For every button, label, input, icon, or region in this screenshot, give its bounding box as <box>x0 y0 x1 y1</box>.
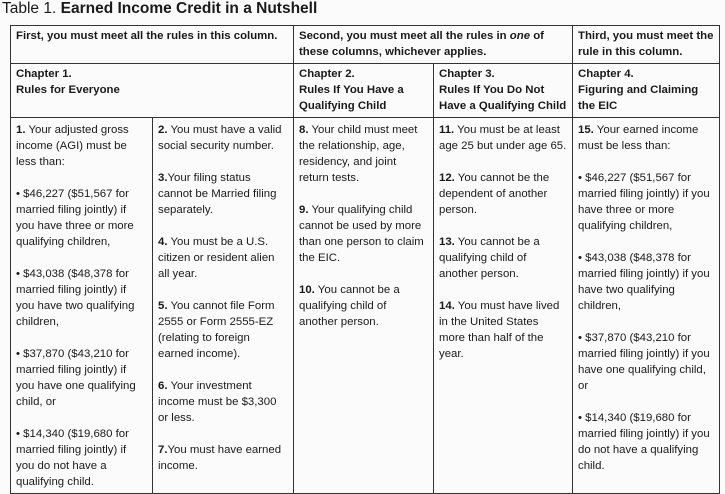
rule-text: You cannot be a qualifying child of another person. <box>439 236 540 280</box>
rules-col-4 <box>434 118 573 494</box>
chapter-2-header: Chapter 2. Rules If You Have a Qualifying Child <box>294 64 434 118</box>
rule-number: 3. <box>158 172 168 184</box>
rule-number: 1. <box>16 124 26 136</box>
rule-number: 10. <box>299 284 315 296</box>
rule-number: 15. <box>578 124 594 136</box>
rule-item <box>16 266 147 330</box>
rule-number: 7. <box>158 444 168 456</box>
rule-item <box>578 122 714 154</box>
rule-item <box>158 298 288 362</box>
rule-text: Your filing status cannot be Married filing separately. <box>158 172 277 216</box>
rule-item <box>578 170 714 234</box>
rule-number: 14. <box>439 300 455 312</box>
rule-item <box>299 202 428 266</box>
rule-number: 5. <box>158 300 168 312</box>
rule-text: You must have earned income. <box>158 444 282 472</box>
rule-item <box>299 282 428 330</box>
rules-col-3 <box>294 118 434 494</box>
rule-text: Your investment income must be $3,300 or less. <box>158 380 277 424</box>
rule-item <box>158 170 288 218</box>
rule-item <box>578 250 714 314</box>
rule-item <box>158 442 288 474</box>
rule-text: • $14,340 ($19,680 for married filing jointly) if you do not have a qualifying child. <box>16 428 129 488</box>
rule-text: • $37,870 ($43,210 for married filing jointly) if you have one qualifying child, or <box>578 332 710 392</box>
rule-number: 13. <box>439 236 455 248</box>
rule-text: You cannot file Form 2555 or Form 2555-EZ (relating to foreign earned income). <box>158 300 275 360</box>
rule-item <box>439 170 567 218</box>
rule-text: Your child must meet the relationship, age, residency, and joint return tests. <box>299 124 418 184</box>
rule-item <box>158 378 288 426</box>
rule-text: You cannot be a qualifying child of another person. <box>299 284 400 328</box>
rule-item <box>16 346 147 410</box>
rule-text: • $46,227 ($51,567 for married filing jointly) if you have three or more qualifying children, <box>578 172 710 232</box>
rule-text: You must have a valid social security number. <box>158 124 282 152</box>
table-title <box>2 0 317 18</box>
table-label: Table 1. <box>2 0 57 17</box>
rule-item <box>439 298 567 362</box>
rule-number: 2. <box>158 124 168 136</box>
rule-text: Your earned income must be less than: <box>578 124 699 152</box>
chapter-1-header: Chapter 1. Rules for Everyone <box>11 64 294 118</box>
rule-item <box>158 122 288 154</box>
chapter-4-header: Chapter 4. Figuring and Claiming the EIC <box>573 64 720 118</box>
rule-text: You must be a U.S. citizen or resident alien all year. <box>158 236 275 280</box>
rule-item <box>16 426 147 490</box>
rules-col-2 <box>153 118 294 494</box>
rule-text: You must have lived in the United States more than half of the year. <box>439 300 560 360</box>
rules-col-5 <box>573 118 720 494</box>
rule-text: • $43,038 ($48,378 for married filing jointly) if you have two qualifying children, <box>578 252 710 312</box>
rule-item <box>578 330 714 394</box>
header-second: Second, you must meet all the rules in one of these columns, whichever applies. <box>294 26 573 64</box>
header-third: Third, you must meet the rule in this column. <box>573 26 720 64</box>
rule-text: • $37,870 ($43,210 for married filing jointly) if you have one qualifying child, or <box>16 348 136 408</box>
rule-item <box>299 122 428 186</box>
rule-number: 9. <box>299 204 309 216</box>
rule-item <box>439 122 567 154</box>
rule-number: 11. <box>439 124 455 136</box>
rule-text: Your adjusted gross income (AGI) must be less than: <box>16 124 129 168</box>
rule-item <box>578 410 714 474</box>
rule-item <box>16 186 147 250</box>
rule-text: • $14,340 ($19,680 for married filing jointly) if you do not have a qualifying child. <box>578 412 710 472</box>
rule-text: You cannot be the dependent of another person. <box>439 172 550 216</box>
rule-number: 4. <box>158 236 168 248</box>
rule-item <box>158 234 288 282</box>
rule-number: 6. <box>158 380 168 392</box>
rule-item <box>439 234 567 282</box>
rule-number: 8. <box>299 124 309 136</box>
rule-item <box>16 122 147 170</box>
rule-text: You must be at least age 25 but under age 65. <box>439 124 567 152</box>
header-first: First, you must meet all the rules in this column. <box>11 26 294 64</box>
rule-number: 12. <box>439 172 455 184</box>
eic-table <box>10 25 720 494</box>
chapter-3-header: Chapter 3. Rules If You Do Not Have a Qualifying Child <box>434 64 573 118</box>
table-heading: Earned Income Credit in a Nutshell <box>60 0 318 17</box>
rule-text: • $43,038 ($48,378 for married filing jointly) if you have two qualifying children, <box>16 268 135 328</box>
rule-text: • $46,227 ($51,567 for married filing jointly) if you have three or more qualifying children, <box>16 188 134 248</box>
rules-col-1 <box>11 118 153 494</box>
rule-text: Your qualifying child cannot be used by more than one person to claim the EIC. <box>299 204 424 264</box>
